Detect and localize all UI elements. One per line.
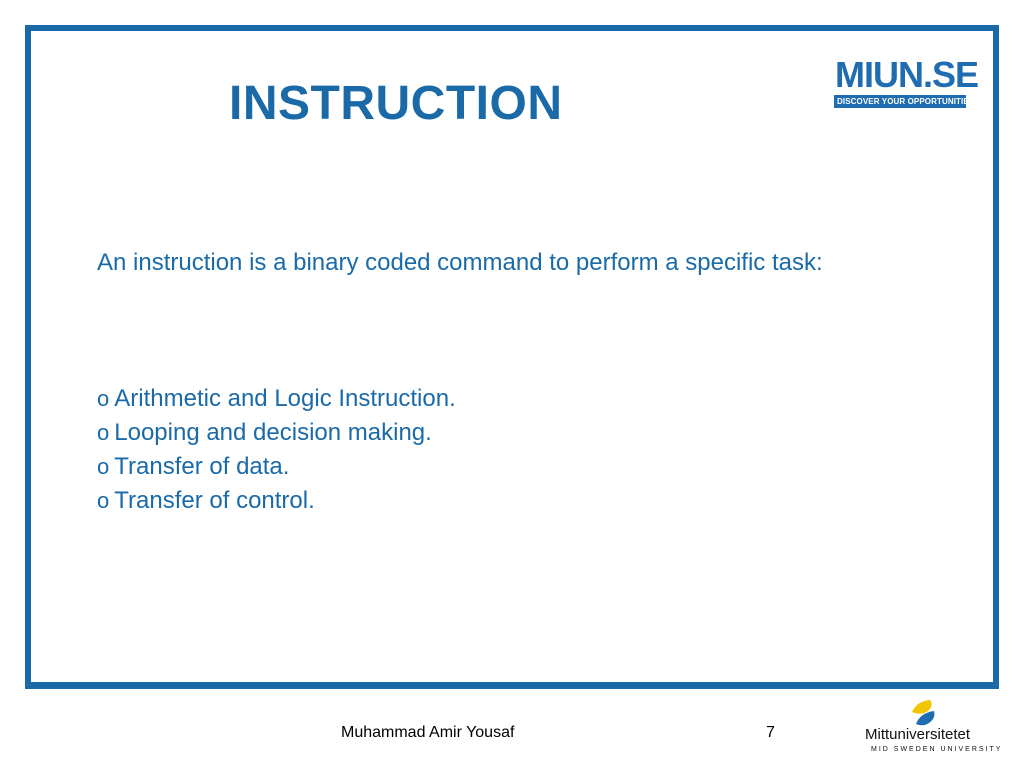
intro-paragraph: An instruction is a binary coded command to perform a specific task: xyxy=(97,249,823,276)
list-item xyxy=(97,450,456,484)
bullet-text: Looping and decision making. xyxy=(114,419,432,446)
bullet-text: Transfer of data. xyxy=(114,453,290,480)
list-item xyxy=(97,416,456,450)
bullet-text: Transfer of control. xyxy=(114,487,315,514)
miun-logo-brand: MIUN.SE xyxy=(835,54,979,95)
mittuniversitetet-emblem-icon xyxy=(908,698,938,728)
bullet-circle-icon: o xyxy=(97,454,110,479)
list-item xyxy=(97,484,456,518)
list-item xyxy=(97,382,456,416)
slide-title: INSTRUCTION xyxy=(229,77,563,130)
miun-logo xyxy=(834,54,979,112)
miun-logo-tagline: DISCOVER YOUR OPPORTUNITIES xyxy=(834,95,966,108)
mittuniversitetet-subtitle: MID SWEDEN UNIVERSITY xyxy=(871,746,1003,753)
footer-author: Muhammad Amir Yousaf xyxy=(341,724,515,741)
mittuniversitetet-logo xyxy=(862,698,1003,760)
bullet-circle-icon: o xyxy=(97,488,110,513)
bullet-list xyxy=(97,382,456,518)
bullet-circle-icon: o xyxy=(97,386,110,411)
bullet-text: Arithmetic and Logic Instruction. xyxy=(114,385,456,412)
mittuniversitetet-name: Mittuniversitetet xyxy=(865,726,971,743)
page-number: 7 xyxy=(766,724,775,741)
bullet-circle-icon: o xyxy=(97,420,110,445)
